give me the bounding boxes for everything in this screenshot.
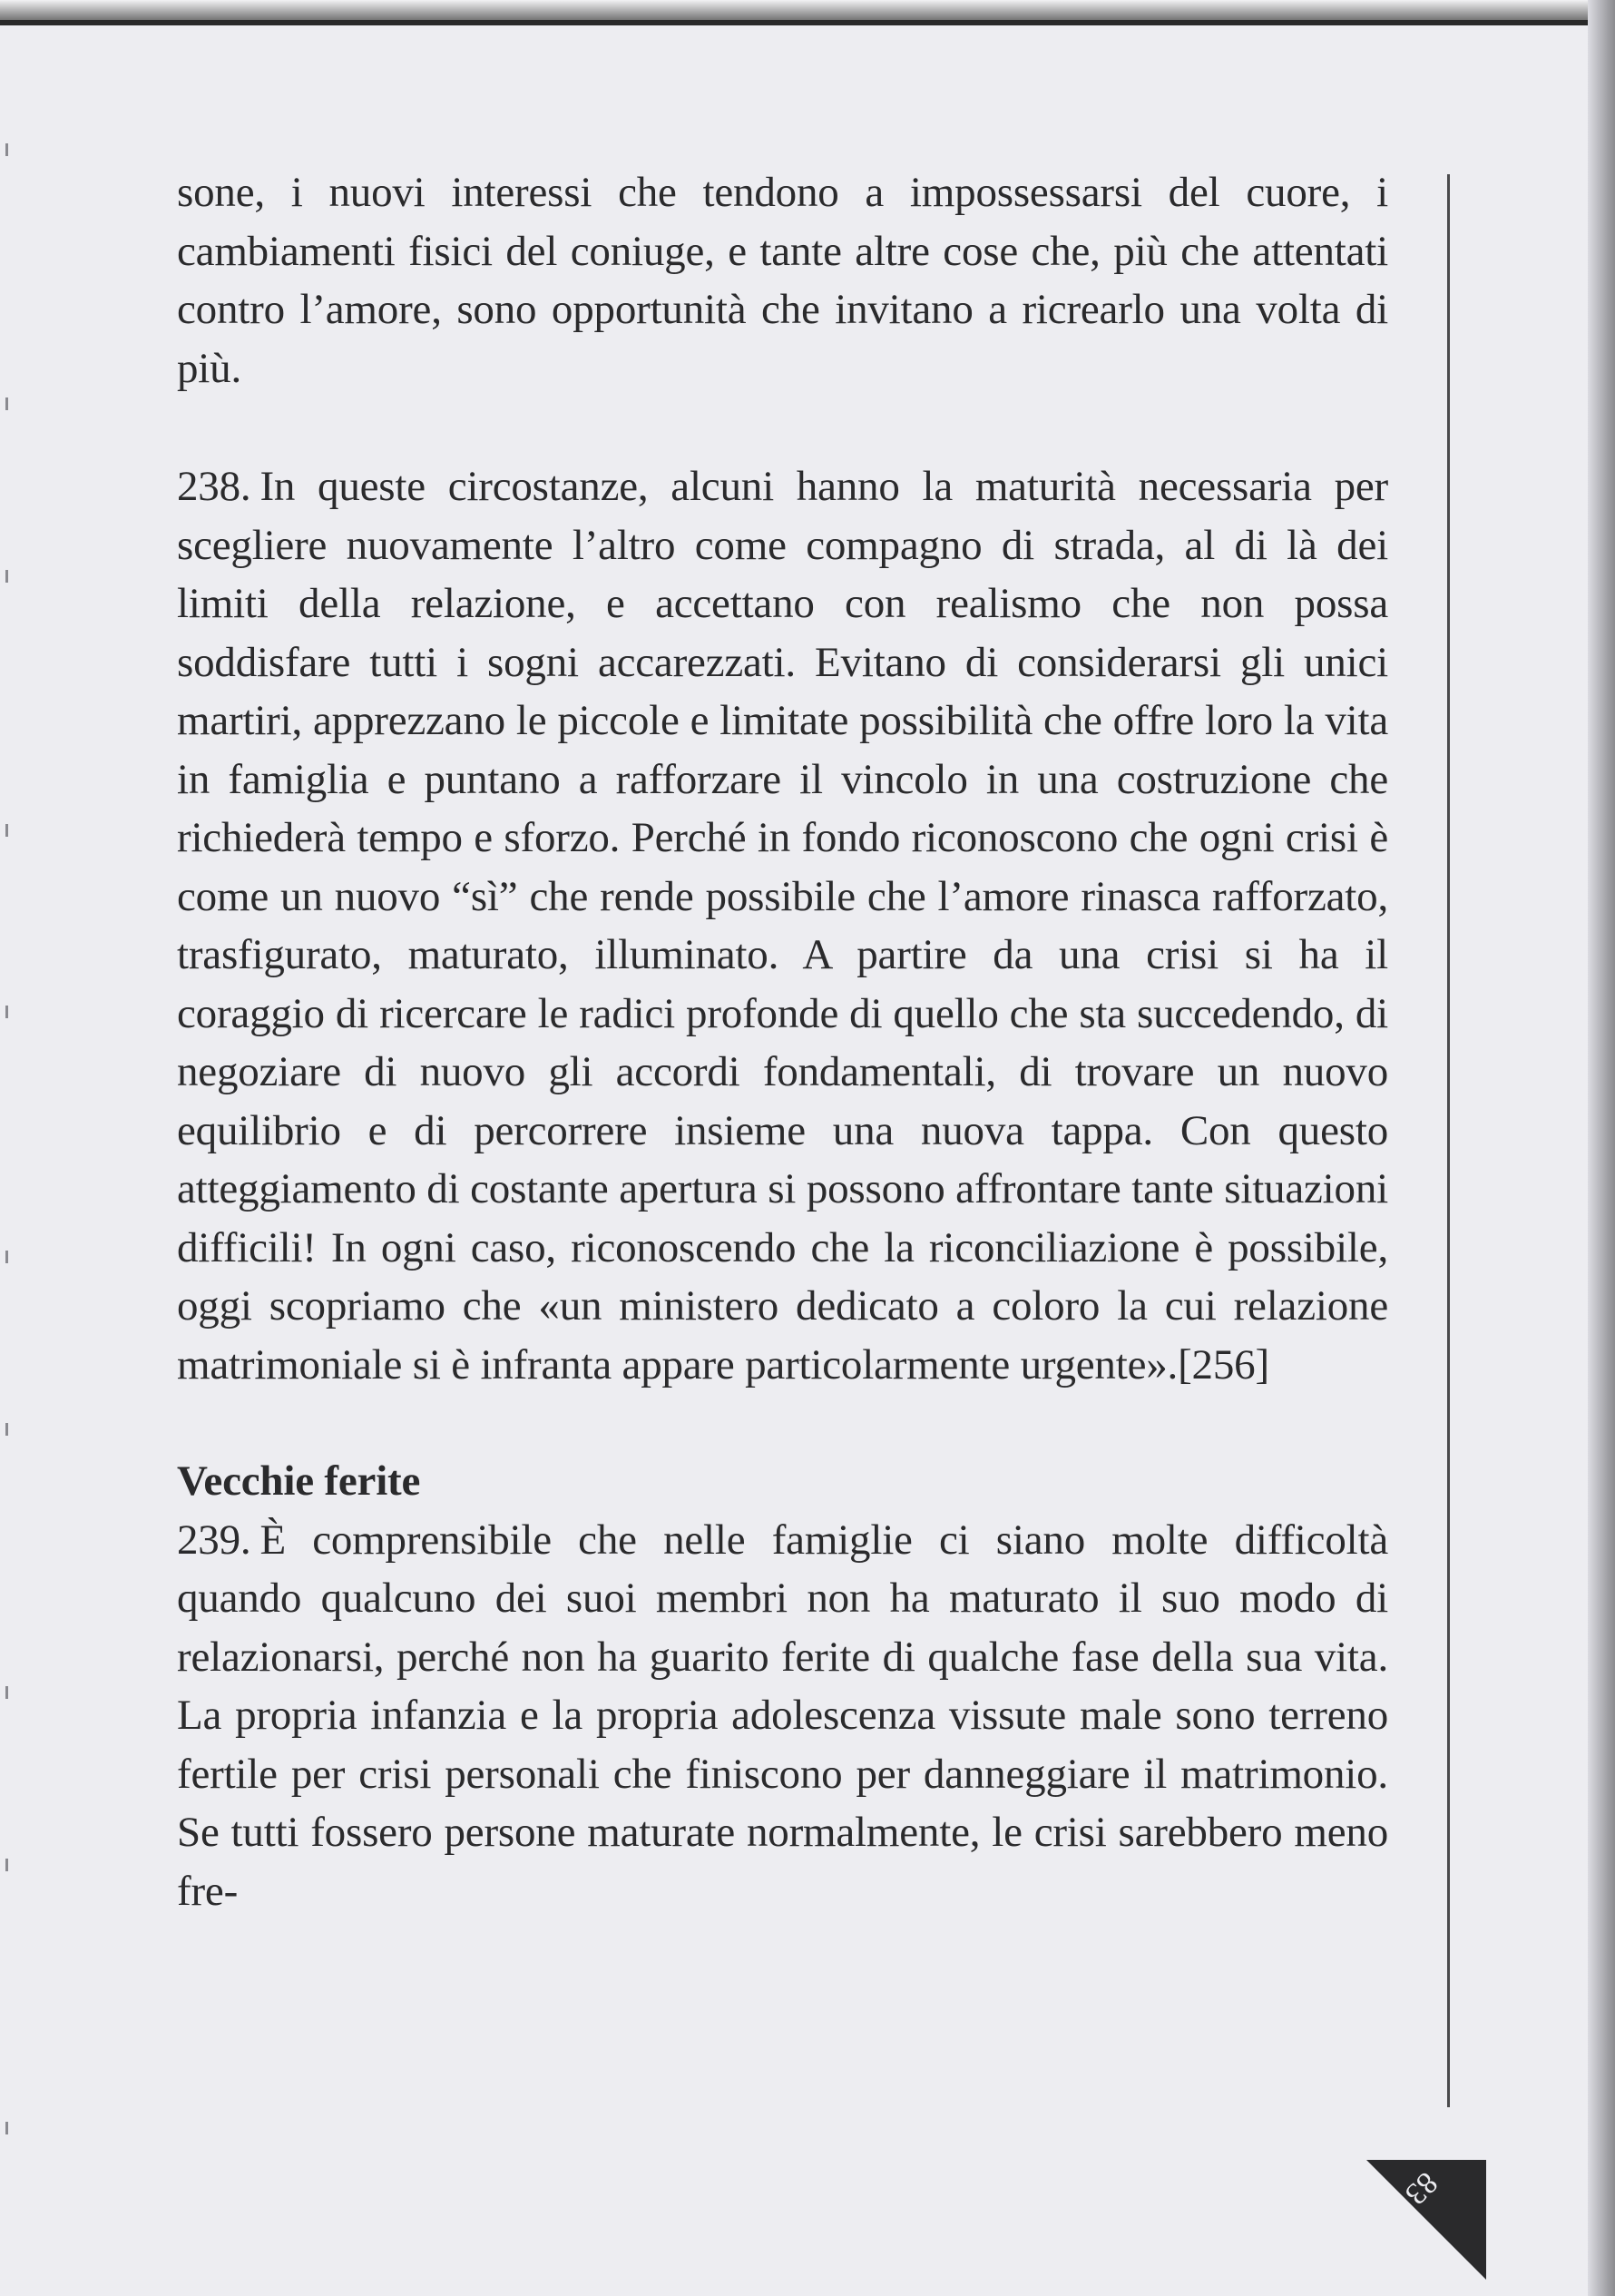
page-number: 83 bbox=[1398, 2165, 1444, 2212]
binding-mark bbox=[5, 1686, 8, 1699]
paragraph-continuation: sone, i nuovi interessi che tendono a impossessarsi del cuore, i cambiamenti fisici del coniuge, e tante altre cose che, più che attentati contro l’amore, sono opportunità che invitano a ricrearlo una volta di più. bbox=[177, 169, 1388, 392]
paragraph-238 bbox=[177, 457, 1388, 1394]
binding-mark bbox=[5, 824, 8, 837]
body-text bbox=[177, 163, 1388, 1920]
binding-mark bbox=[5, 397, 8, 410]
paragraph-text: È comprensibile che nelle famiglie ci siano molte difficoltà quando qualcuno dei suoi membri non ha maturato il suo modo di relazionarsi, perché non ha guarito ferite di qualche fase della sua vita. La propria infanzia e la propria adolescenza vissute male sono terreno fertile per crisi personali che finiscono per danneggiare il matrimonio. Se tutti fossero persone maturate normalmente, le crisi sarebbero meno fre- bbox=[177, 1516, 1388, 1915]
paragraph-number: 239. bbox=[177, 1516, 251, 1564]
binding-mark bbox=[5, 570, 8, 583]
binding-mark bbox=[5, 143, 8, 156]
binding-mark bbox=[5, 2122, 8, 2134]
margin-rule bbox=[1447, 174, 1450, 2107]
section-heading: Vecchie ferite bbox=[177, 1457, 421, 1505]
paragraph-number: 238. bbox=[177, 463, 251, 510]
binding-mark bbox=[5, 1423, 8, 1436]
page-top-shadow bbox=[0, 0, 1615, 22]
paragraph-text: In queste circostanze, alcuni hanno la maturità necessaria per scegliere nuovamente l’altro come compagno di strada, al di là dei limiti della relazione, e accettano con realismo che non possa soddisfare tutti i sogni accarezzati. Evitano di considerarsi gli unici martiri, apprezzano le piccole e limitate possibilità che offre loro la vita in famiglia e puntano a rafforzare il vincolo in una costruzione che richiederà tempo e sforzo. Perché in fondo riconoscono che ogni crisi è come un nuovo “sì” che rende possibile che l’amore rinasca rafforzato, trasfigurato, maturato, illuminato. A partire da una crisi si ha il coraggio di ricercare le radici profonde di quello che sta succedendo, di negoziare di nuovo gli accordi fondamentali, di trovare un nuovo equilibrio e di percorrere insieme una nuova tappa. Con questo atteggiamento di costante apertura si possono affrontare tante situazioni difficili! In ogni caso, riconoscendo che la riconciliazione è possibile, oggi scopriamo che «un ministero dedicato a coloro la cui relazione matrimoniale si è infranta appare particolarmente urgente».[256] bbox=[177, 463, 1388, 1388]
page-right-shadow bbox=[1588, 0, 1615, 2296]
binding-mark bbox=[5, 1006, 8, 1018]
paragraph-239 bbox=[177, 1511, 1388, 1921]
binding-mark bbox=[5, 1859, 8, 1871]
binding-mark bbox=[5, 1251, 8, 1263]
